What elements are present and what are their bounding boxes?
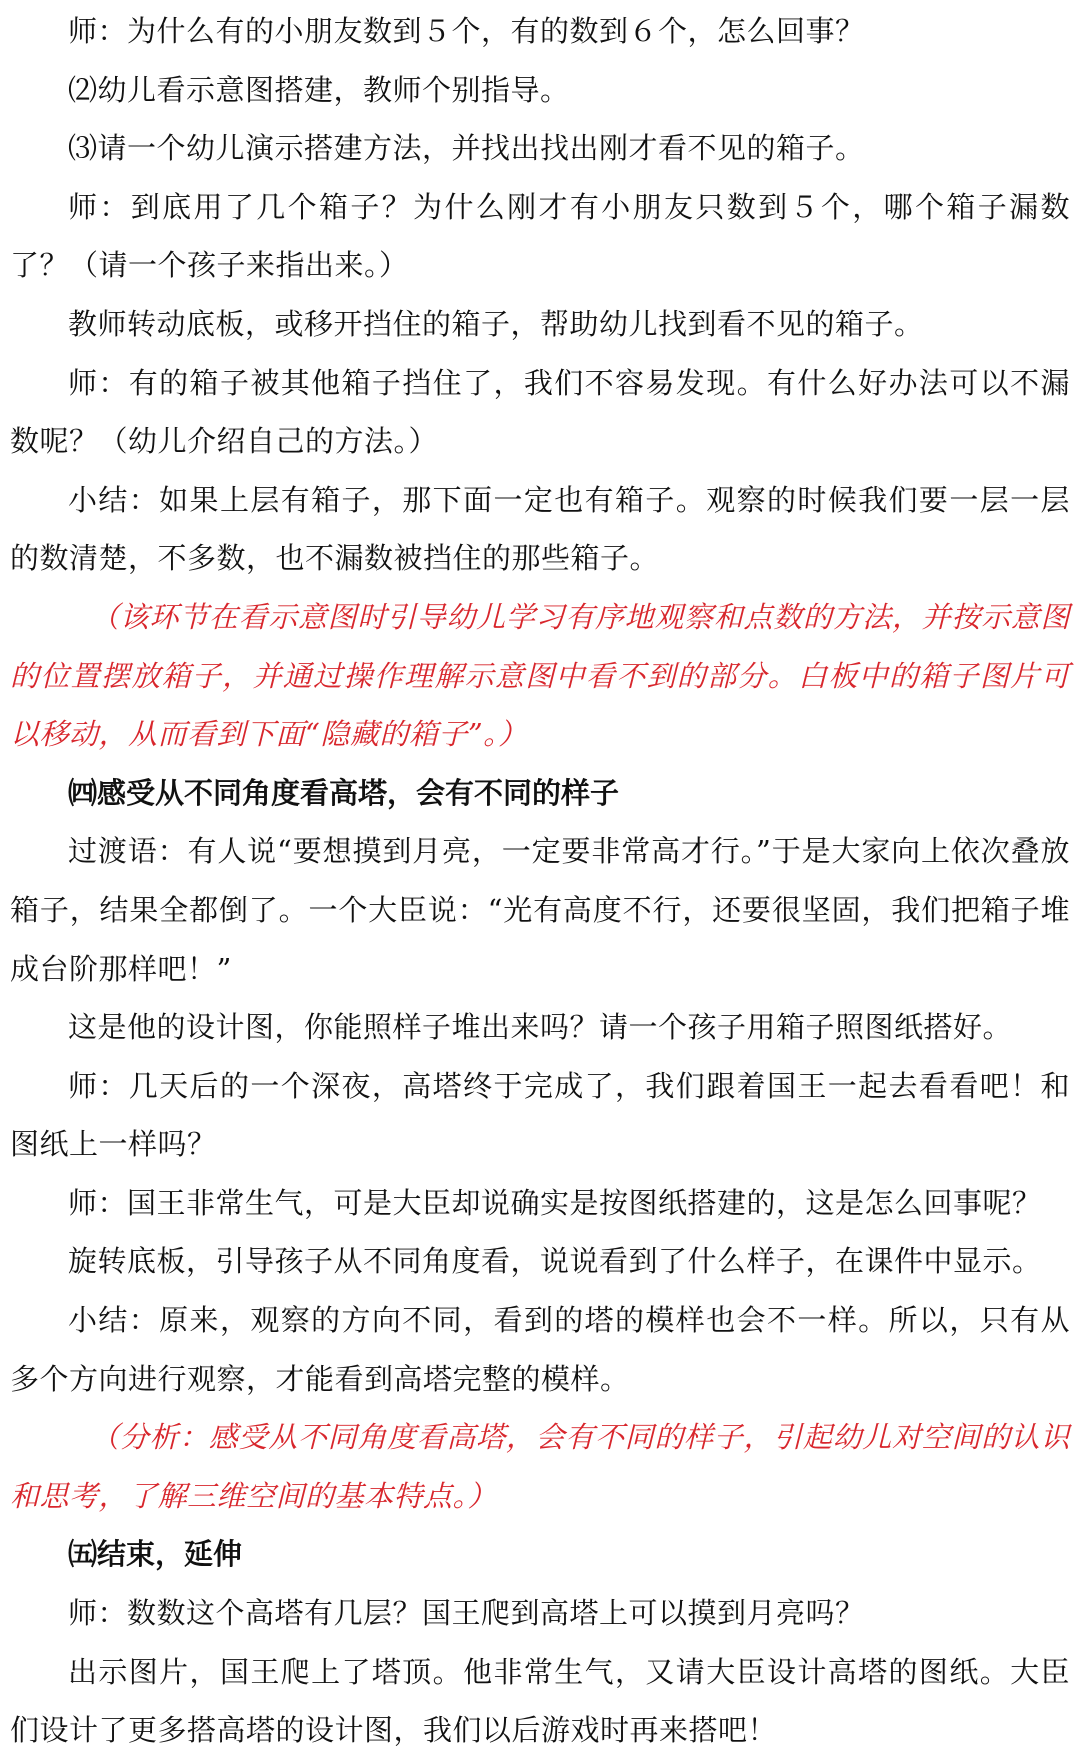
section-heading-5: ㈤结束，延伸 <box>68 1537 243 1572</box>
paragraph-teacher-question: 师：到底用了几个箱子？为什么刚才有小朋友只数到５个，哪个箱子漏数了？（请一个孩子来指出来。） <box>10 189 1070 283</box>
paragraph-summary-1: 小结：如果上层有箱子，那下面一定也有箱子。观察的时候我们要一层一层的数清楚，不多数，也不漏数被挡住的那些箱子。 <box>10 482 1070 576</box>
paragraph-rotate-board: 教师转动底板，或移开挡住的箱子，帮助幼儿找到看不见的箱子。 <box>68 306 924 341</box>
paragraph-step-3: ⑶请一个幼儿演示搭建方法，并找出找出刚才看不见的箱子。 <box>68 131 865 166</box>
paragraph-transition: 过渡语：有人说“要想摸到月亮，一定要非常高才行。”于是大家向上依次叠放箱子，结果全都倒了。一个大臣说：“光有高度不行，还要很坚固，我们把箱子堆成台阶那样吧！” <box>10 834 1070 986</box>
paragraph-rotate-view: 旋转底板，引导孩子从不同角度看，说说看到了什么样子，在课件中显示。 <box>68 1244 1042 1279</box>
paragraph-question-counts: 师：为什么有的小朋友数到５个，有的数到６个，怎么回事？ <box>68 14 865 48</box>
paragraph-summary-2: 小结：原来，观察的方向不同，看到的塔的模样也会不一样。所以，只有从多个方向进行观察，才能看到高塔完整的模样。 <box>10 1303 1070 1396</box>
paragraph-design-drawing: 这是他的设计图，你能照样子堆出来吗？请一个孩子用箱子照图纸搭好。 <box>68 1010 1013 1045</box>
paragraph-ending: 出示图片，国王爬上了塔顶。他非常生气，又请大臣设计高塔的图纸。大臣们设计了更多搭高塔的设计图，我们以后游戏时再来搭吧！ <box>10 1654 1070 1748</box>
paragraph-hidden-boxes: 师：有的箱子被其他箱子挡住了，我们不容易发现。有什么好办法可以不漏数呢？（幼儿介绍自己的方法。） <box>10 365 1070 459</box>
paragraph-tower-complete: 师：几天后的一个深夜，高塔终于完成了，我们跟着国王一起去看看吧！和图纸上一样吗？ <box>10 1068 1070 1162</box>
paragraph-king-angry: 师：国王非常生气，可是大臣却说确实是按图纸搭建的，这是怎么回事呢？ <box>68 1185 1042 1220</box>
paragraph-step-2: ⑵幼儿看示意图搭建，教师个别指导。 <box>68 72 570 107</box>
document-page <box>10 0 1070 1760</box>
paragraph-count-layers: 师：数数这个高塔有几层？国王爬到高塔上可以摸到月亮吗？ <box>68 1596 865 1631</box>
note-analysis-1: （该环节在看示意图时引导幼儿学习有序地观察和点数的方法，并按示意图的位置摆放箱子，并通过操作理解示意图中看不到的部分。白板中的箱子图片可以移动，从而看到下面“隐藏的箱子”。） <box>10 599 1070 752</box>
section-heading-4: ㈣感受从不同角度看高塔，会有不同的样子 <box>68 775 620 810</box>
note-analysis-2: （分析：感受从不同角度看高塔，会有不同的样子，引起幼儿对空间的认识和思考，了解三维空间的基本特点。） <box>10 1420 1070 1513</box>
